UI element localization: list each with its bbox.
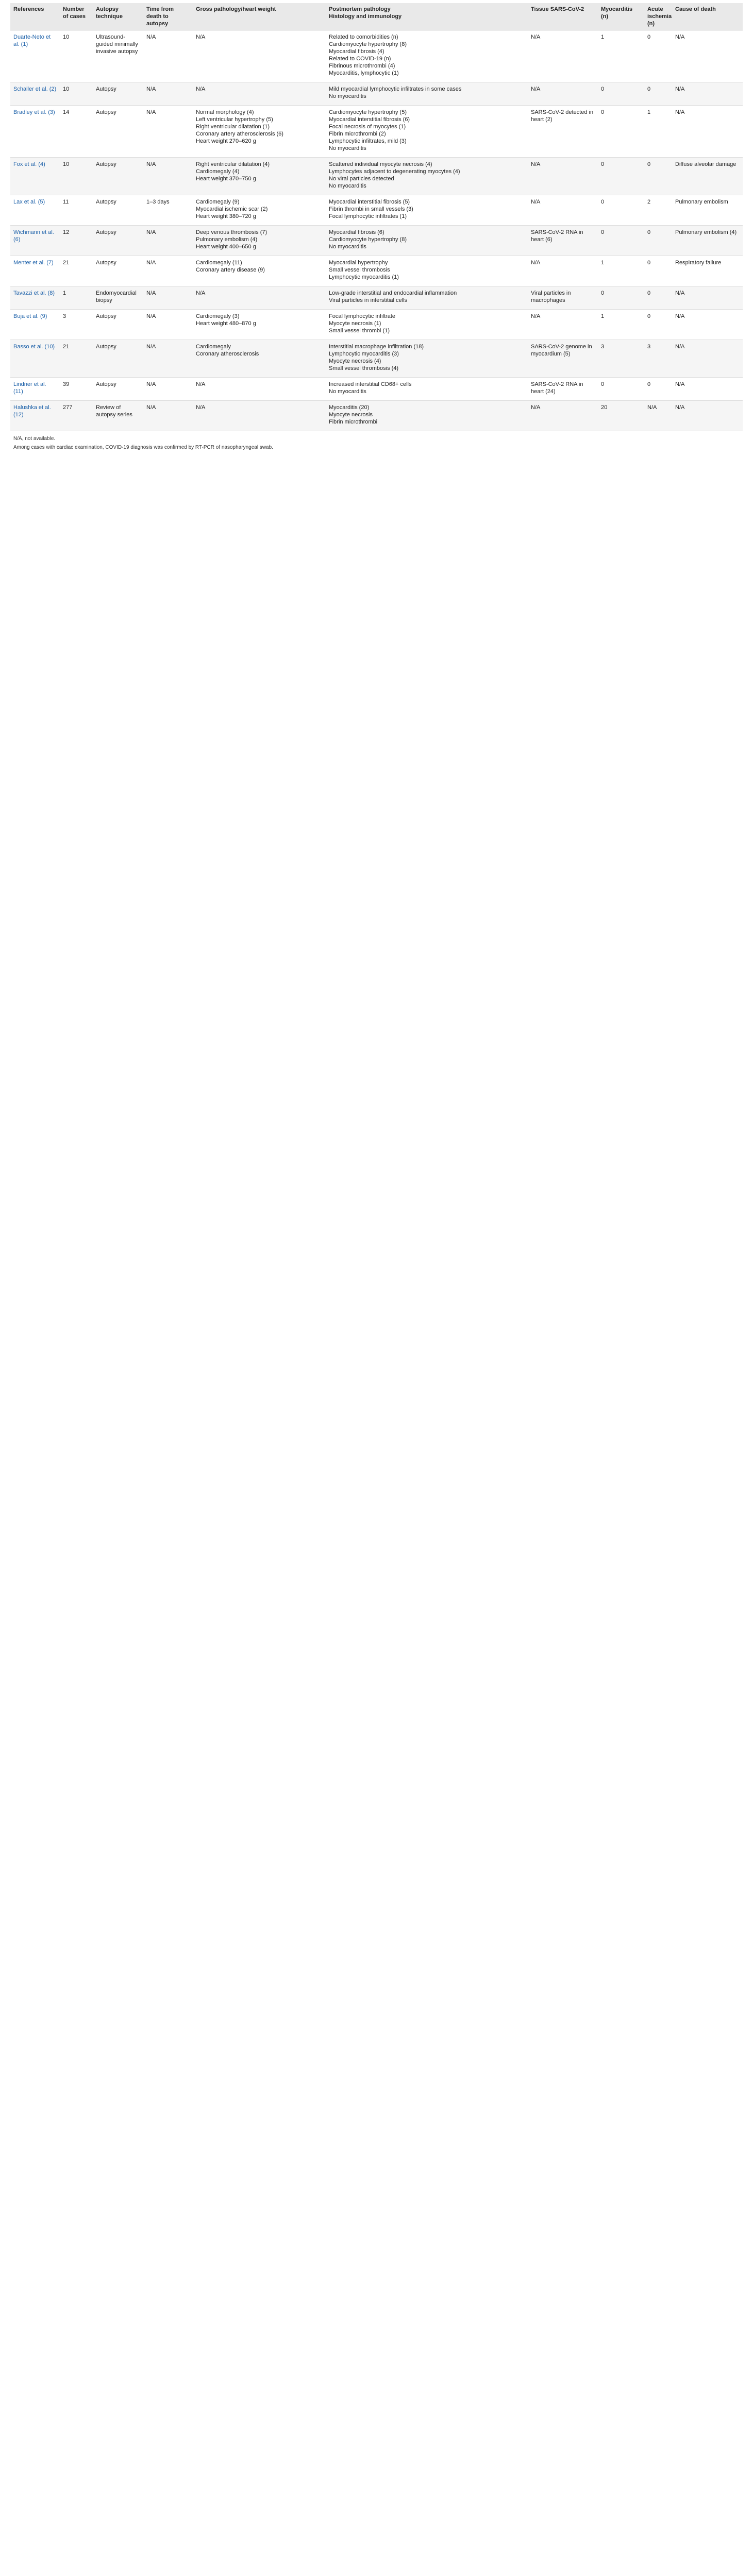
cell-cause-of-death: N/A: [672, 82, 743, 106]
finding-line: Cardiomegaly: [196, 344, 231, 350]
finding-line: Myocyte necrosis (1): [329, 320, 381, 327]
finding-line: Heart weight 370–750 g: [196, 176, 256, 182]
finding-line: Cardiomyocyte hypertrophy (8): [329, 41, 407, 47]
cell-cause-of-death: N/A: [672, 106, 743, 158]
finding-line: Myocyte necrosis (4): [329, 358, 381, 364]
cell-time-to-autopsy: N/A: [143, 106, 193, 158]
cell-autopsy-technique: Autopsy: [93, 378, 143, 401]
finding-line: No myocarditis: [329, 93, 366, 99]
finding-line: Heart weight 380–720 g: [196, 213, 256, 219]
cell-time-to-autopsy: N/A: [143, 378, 193, 401]
cell-cause-of-death: Respiratory failure: [672, 256, 743, 286]
table-body: [10, 30, 743, 431]
table-row: [10, 256, 743, 286]
table-row: [10, 226, 743, 256]
header-acute-ischemia: Acute ischemia (n): [644, 3, 672, 30]
cell-cause-of-death: Diffuse alveolar damage: [672, 158, 743, 195]
finding-line: Small vessel thrombi (1): [329, 328, 390, 334]
table-row: [10, 30, 743, 82]
cell-acute-ischemia: 0: [644, 226, 672, 256]
cell-tissue-sars-cov-2: N/A: [528, 256, 598, 286]
header-references: References: [10, 3, 60, 30]
cell-tissue-sars-cov-2: N/A: [528, 30, 598, 82]
cell-autopsy-technique: Ultrasound-guided minimally invasive autopsy: [93, 30, 143, 82]
cell-autopsy-technique: Autopsy: [93, 106, 143, 158]
cell-histology: [326, 106, 528, 158]
cell-myocarditis: 3: [598, 340, 644, 378]
cell-tissue-sars-cov-2: N/A: [528, 310, 598, 340]
finding-line: Deep venous thrombosis (7): [196, 229, 267, 235]
cell-time-to-autopsy: N/A: [143, 256, 193, 286]
finding-line: Fibrin microthrombi (2): [329, 131, 386, 137]
cell-acute-ischemia: 0: [644, 30, 672, 82]
cell-autopsy-technique: Autopsy: [93, 256, 143, 286]
finding-line: Small vessel thrombosis: [329, 267, 390, 273]
finding-line: Left ventricular hypertrophy (5): [196, 116, 273, 123]
finding-line: Interstitial macrophage infiltration (18): [329, 344, 424, 350]
cell-number-of-cases: 10: [60, 30, 93, 82]
cell-number-of-cases: 277: [60, 401, 93, 431]
cell-reference: Wichmann et al. (6): [10, 226, 60, 256]
cell-acute-ischemia: 2: [644, 195, 672, 226]
cell-myocarditis: 0: [598, 226, 644, 256]
finding-line: Increased interstitial CD68+ cells: [329, 381, 412, 387]
cell-histology: [326, 226, 528, 256]
header-number-of-cases: Number of cases: [60, 3, 93, 30]
cell-histology: [326, 158, 528, 195]
cell-acute-ischemia: 0: [644, 310, 672, 340]
finding-line: Cardiomyocyte hypertrophy (5): [329, 109, 407, 115]
finding-line: No viral particles detected: [329, 176, 394, 182]
table-row: [10, 340, 743, 378]
cell-gross-pathology: [193, 256, 326, 286]
cell-gross-pathology: [193, 401, 326, 431]
cell-reference: Menter et al. (7): [10, 256, 60, 286]
finding-line: Low-grade interstitial and endocardial inflammation: [329, 290, 457, 296]
cell-tissue-sars-cov-2: Viral particles in macrophages: [528, 286, 598, 310]
cell-myocarditis: 0: [598, 195, 644, 226]
finding-line: Viral particles in interstitial cells: [329, 297, 408, 303]
finding-line: Lymphocytes adjacent to degenerating myocytes (4): [329, 168, 460, 175]
cell-gross-pathology: [193, 106, 326, 158]
cell-histology: [326, 30, 528, 82]
cell-gross-pathology: [193, 340, 326, 378]
finding-line: Lymphocytic myocarditis (1): [329, 274, 399, 280]
cell-cause-of-death: Pulmonary embolism (4): [672, 226, 743, 256]
cell-reference: Fox et al. (4): [10, 158, 60, 195]
finding-line: Myocardial interstitial fibrosis (5): [329, 199, 410, 205]
finding-line: Lymphocytic infiltrates, mild (3): [329, 138, 407, 144]
cell-cause-of-death: Pulmonary embolism: [672, 195, 743, 226]
table-row: [10, 310, 743, 340]
cell-autopsy-technique: Autopsy: [93, 195, 143, 226]
cell-myocarditis: 1: [598, 30, 644, 82]
finding-line: Focal lymphocytic infiltrates (1): [329, 213, 407, 219]
cell-number-of-cases: 3: [60, 310, 93, 340]
header-postmortem-pathology: Postmortem pathology: [329, 6, 391, 12]
finding-line: Myocardial fibrosis (6): [329, 229, 384, 235]
cell-myocarditis: 0: [598, 106, 644, 158]
finding-line: Heart weight 400–650 g: [196, 244, 256, 250]
table-row: [10, 106, 743, 158]
finding-line: Scattered individual myocyte necrosis (4): [329, 161, 432, 167]
cell-time-to-autopsy: 1–3 days: [143, 195, 193, 226]
cell-histology: [326, 401, 528, 431]
finding-line: Myocarditis (20): [329, 404, 370, 411]
cell-gross-pathology: [193, 158, 326, 195]
cell-number-of-cases: 21: [60, 340, 93, 378]
table-row: [10, 401, 743, 431]
cell-number-of-cases: 14: [60, 106, 93, 158]
cell-time-to-autopsy: N/A: [143, 30, 193, 82]
finding-line: N/A: [196, 404, 206, 411]
cell-autopsy-technique: Endomyocardial biopsy: [93, 286, 143, 310]
cell-reference: Bradley et al. (3): [10, 106, 60, 158]
cell-gross-pathology: [193, 286, 326, 310]
cell-time-to-autopsy: N/A: [143, 226, 193, 256]
cell-acute-ischemia: 0: [644, 286, 672, 310]
cell-number-of-cases: 10: [60, 158, 93, 195]
cell-autopsy-technique: Review of autopsy series: [93, 401, 143, 431]
finding-line: Myocarditis, lymphocytic (1): [329, 70, 399, 76]
cell-gross-pathology: [193, 195, 326, 226]
finding-line: Normal morphology (4): [196, 109, 254, 115]
finding-line: Small vessel thrombosis (4): [329, 365, 399, 371]
cell-myocarditis: 0: [598, 158, 644, 195]
finding-line: Myocardial fibrosis (4): [329, 48, 384, 55]
cell-gross-pathology: [193, 226, 326, 256]
table-header: [10, 3, 743, 30]
cell-acute-ischemia: 0: [644, 82, 672, 106]
finding-line: Cardiomegaly (9): [196, 199, 240, 205]
cell-histology: [326, 195, 528, 226]
finding-line: No myocarditis: [329, 145, 366, 151]
footnote: Among cases with cardiac examination, COVID-19 diagnosis was confirmed by RT-PCR of nasopharyngeal swab.: [13, 445, 273, 450]
cell-reference: Duarte-Neto et al. (1): [10, 30, 60, 82]
cell-time-to-autopsy: N/A: [143, 340, 193, 378]
finding-line: Right ventricular dilatation (1): [196, 124, 270, 130]
cell-cause-of-death: N/A: [672, 340, 743, 378]
finding-line: Myocardial interstitial fibrosis (6): [329, 116, 410, 123]
finding-line: Related to comorbidities (n): [329, 34, 398, 40]
cell-number-of-cases: 11: [60, 195, 93, 226]
cell-number-of-cases: 10: [60, 82, 93, 106]
header-gross-pathology: Gross pathology/heart weight: [193, 3, 326, 30]
cell-acute-ischemia: 0: [644, 378, 672, 401]
cell-autopsy-technique: Autopsy: [93, 340, 143, 378]
finding-line: No myocarditis: [329, 244, 366, 250]
cell-reference: Buja et al. (9): [10, 310, 60, 340]
finding-line: Fibrinous microthrombi (4): [329, 63, 395, 69]
cell-myocarditis: 0: [598, 82, 644, 106]
finding-line: Coronary atherosclerosis: [196, 351, 259, 357]
header-autopsy-technique: Autopsy technique: [93, 3, 143, 30]
cell-histology: [326, 286, 528, 310]
cell-autopsy-technique: Autopsy: [93, 82, 143, 106]
finding-line: N/A: [196, 86, 206, 92]
cell-gross-pathology: [193, 310, 326, 340]
cell-cause-of-death: N/A: [672, 378, 743, 401]
finding-line: N/A: [196, 381, 206, 387]
finding-line: N/A: [196, 290, 206, 296]
cell-tissue-sars-cov-2: N/A: [528, 158, 598, 195]
finding-line: Heart weight 480–870 g: [196, 320, 256, 327]
cell-myocarditis: 1: [598, 310, 644, 340]
finding-line: Pulmonary embolism (4): [196, 236, 258, 243]
autopsy-findings-table: [10, 3, 743, 431]
finding-line: Coronary artery disease (9): [196, 267, 265, 273]
finding-line: Fibrin thrombi in small vessels (3): [329, 206, 413, 212]
header-histology: [326, 3, 528, 30]
finding-line: Lymphocytic myocarditis (3): [329, 351, 399, 357]
finding-line: Focal necrosis of myocytes (1): [329, 124, 406, 130]
cell-histology: [326, 256, 528, 286]
cell-myocarditis: 0: [598, 378, 644, 401]
table-row: [10, 378, 743, 401]
table-row: [10, 286, 743, 310]
cell-cause-of-death: N/A: [672, 310, 743, 340]
cell-acute-ischemia: 1: [644, 106, 672, 158]
cell-gross-pathology: [193, 30, 326, 82]
header-tissue-sars-cov-2: Tissue SARS-CoV-2: [528, 3, 598, 30]
header-row: [10, 3, 743, 30]
header-cause-of-death: Cause of death: [672, 3, 743, 30]
finding-line: Mild myocardial lymphocytic infiltrates in some cases: [329, 86, 462, 92]
cell-myocarditis: 1: [598, 256, 644, 286]
cell-time-to-autopsy: N/A: [143, 286, 193, 310]
cell-autopsy-technique: Autopsy: [93, 310, 143, 340]
finding-line: Heart weight 270–620 g: [196, 138, 256, 144]
cell-number-of-cases: 21: [60, 256, 93, 286]
finding-line: Myocyte necrosis: [329, 412, 373, 418]
cell-tissue-sars-cov-2: N/A: [528, 401, 598, 431]
cell-reference: Lax et al. (5): [10, 195, 60, 226]
cell-tissue-sars-cov-2: SARS-CoV-2 RNA in heart (6): [528, 226, 598, 256]
header-myocarditis: Myocarditis (n): [598, 3, 644, 30]
cell-histology: [326, 378, 528, 401]
cell-number-of-cases: 39: [60, 378, 93, 401]
cell-autopsy-technique: Autopsy: [93, 158, 143, 195]
finding-line: Cardiomegaly (3): [196, 313, 240, 319]
finding-line: Myocardial hypertrophy: [329, 260, 388, 266]
table-footnotes: [10, 431, 743, 451]
cell-myocarditis: 0: [598, 286, 644, 310]
finding-line: No myocarditis: [329, 388, 366, 395]
finding-line: Cardiomegaly (11): [196, 260, 242, 266]
cell-histology: [326, 340, 528, 378]
cell-time-to-autopsy: N/A: [143, 82, 193, 106]
document-page: [0, 0, 753, 451]
cell-reference: Lindner et al. (11): [10, 378, 60, 401]
finding-line: N/A: [196, 34, 206, 40]
cell-acute-ischemia: N/A: [644, 401, 672, 431]
header-histology-label: Histology and immunology: [329, 13, 402, 20]
cell-reference: Basso et al. (10): [10, 340, 60, 378]
cell-tissue-sars-cov-2: SARS-CoV-2 detected in heart (2): [528, 106, 598, 158]
cell-time-to-autopsy: N/A: [143, 158, 193, 195]
table-row: [10, 158, 743, 195]
finding-line: Cardiomegaly (4): [196, 168, 240, 175]
cell-tissue-sars-cov-2: SARS-CoV-2 genome in myocardium (5): [528, 340, 598, 378]
cell-acute-ischemia: 0: [644, 158, 672, 195]
cell-cause-of-death: N/A: [672, 401, 743, 431]
cell-acute-ischemia: 0: [644, 256, 672, 286]
table-row: [10, 195, 743, 226]
cell-cause-of-death: N/A: [672, 286, 743, 310]
finding-line: Myocardial ischemic scar (2): [196, 206, 268, 212]
cell-time-to-autopsy: N/A: [143, 310, 193, 340]
cell-histology: [326, 82, 528, 106]
cell-acute-ischemia: 3: [644, 340, 672, 378]
finding-line: Related to COVID-19 (n): [329, 56, 391, 62]
cell-histology: [326, 310, 528, 340]
finding-line: Fibrin microthrombi: [329, 419, 378, 425]
cell-number-of-cases: 1: [60, 286, 93, 310]
finding-line: Right ventricular dilatation (4): [196, 161, 270, 167]
footnote: N/A, not available.: [13, 436, 56, 442]
cell-cause-of-death: N/A: [672, 30, 743, 82]
cell-reference: Schaller et al. (2): [10, 82, 60, 106]
cell-tissue-sars-cov-2: N/A: [528, 82, 598, 106]
cell-tissue-sars-cov-2: N/A: [528, 195, 598, 226]
finding-line: Focal lymphocytic infiltrate: [329, 313, 395, 319]
header-time-to-autopsy: Time from death to autopsy: [143, 3, 193, 30]
cell-gross-pathology: [193, 378, 326, 401]
cell-autopsy-technique: Autopsy: [93, 226, 143, 256]
finding-line: No myocarditis: [329, 183, 366, 189]
finding-line: Cardiomyocyte hypertrophy (8): [329, 236, 407, 243]
table-row: [10, 82, 743, 106]
cell-tissue-sars-cov-2: SARS-CoV-2 RNA in heart (24): [528, 378, 598, 401]
finding-line: Coronary artery atherosclerosis (6): [196, 131, 283, 137]
cell-time-to-autopsy: N/A: [143, 401, 193, 431]
cell-reference: Tavazzi et al. (8): [10, 286, 60, 310]
cell-gross-pathology: [193, 82, 326, 106]
cell-reference: Halushka et al. (12): [10, 401, 60, 431]
cell-myocarditis: 20: [598, 401, 644, 431]
cell-number-of-cases: 12: [60, 226, 93, 256]
